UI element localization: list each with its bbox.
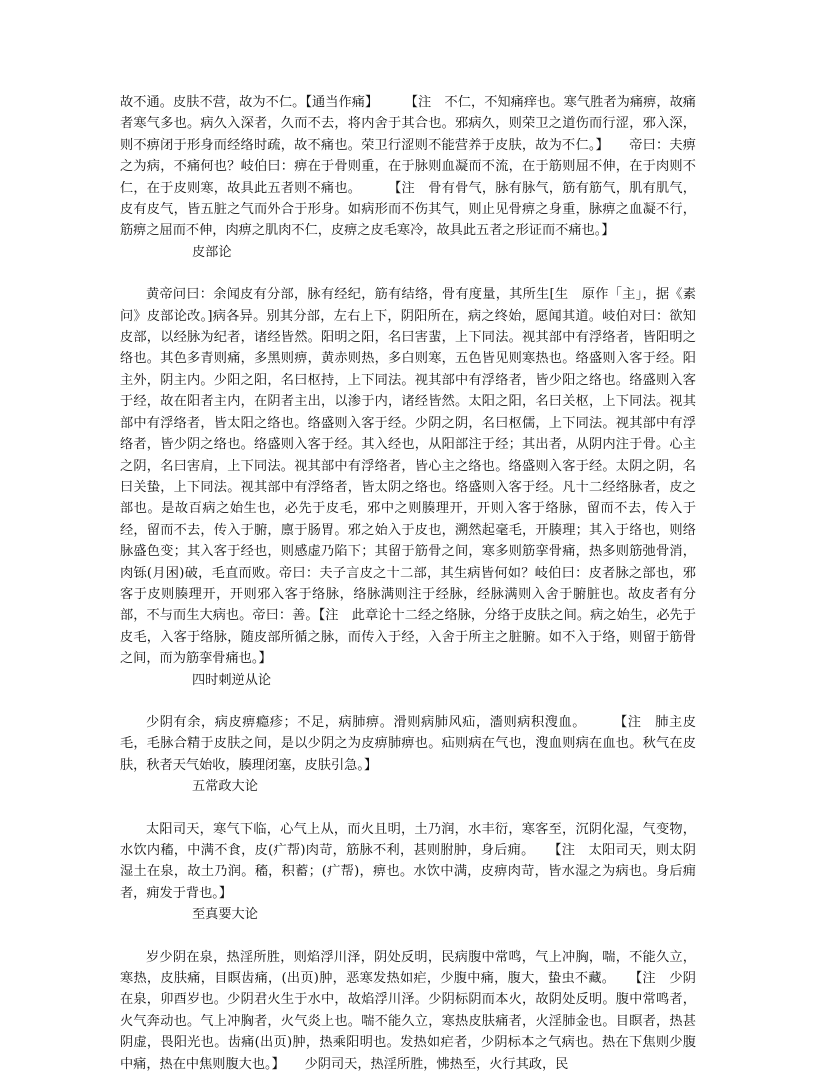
paragraph-gap — [120, 691, 696, 712]
paragraph-gap — [120, 926, 696, 947]
document-page — [120, 92, 696, 1075]
paragraph-sishi: 少阴有余，病皮痹瘾疹；不足，病肺痹。滑则病肺风疝，濇则病积溲血。 【注 肺主皮毛，毛脉合精于皮肤之间，是以少阴之为皮痹肺痹也。疝则病在气也，溲血则病在血也。秋气在皮肤，秋者天气始收，腠理闭塞，皮肤引急。】 — [120, 714, 696, 773]
paragraph-bi-notes: 故不通。皮肤不营，故为不仁。【通当作痛】 【注 不仁，不知痛痒也。寒气胜者为痛痹，故痛者寒气多也。病久入深者，久而不去，将内舍于其合也。邪病久，则荣卫之道伤而行涩，邪入深，则不痹闭于形身而经络时疏，故不痛也。荣卫行涩则不能营养于皮肤，故为不仁。】 帝曰：夫痹之为病，不痛何也？岐伯曰：痹在于骨则重，在于脉则血凝而不流，在于筋则屈不伸，在于肉则不仁，在于皮则寒，故具此五者则不痛也。 【注 骨有骨气，脉有脉气，筋有筋气，肌有肌气，皮有皮气，皆五脏之气而外合于形身。如病形而不伤其气，则止见骨痹之身重，脉痹之血凝不行，筋痹之屈而不伸，肉痹之肌肉不仁，皮痹之皮毛寒冷，故具此五者之形证而不痛也。】 — [120, 95, 696, 239]
section-heading-zhizhen: 至真要大论 — [192, 907, 258, 923]
paragraph-gap — [120, 798, 696, 819]
paragraph-pibu: 黄帝问曰：余闻皮有分部，脉有经纪，筋有结络，骨有度量，其所生[生 原作「主」，据《素问》皮部论改。]病各异。别其分部，左右上下，阴阳所在，病之终始，愿闻其道。岐伯对曰：欲知皮部，以经脉为纪者，诸经皆然。阳明之阳，名曰害蜚，上下同法。视其部中有浮络者，皆阳明之络也。其色多青则痛，多黑则痹，黄赤则热，多白则寒，五色皆见则寒热也。络盛则入客于经。阳主外，阴主内。少阳之阳，名曰枢持，上下同法。视其部中有浮络者，皆少阳之络也。络盛则入客于经，故在阳者主内，在阴者主出，以渗于内，诸经皆然。太阳之阳，名曰关枢，上下同法。视其部中有浮络者，皆太阳之络也。络盛则入客于经。少阴之阴，名曰枢儒，上下同法。视其部中有浮络者，皆少阴之络也。络盛则入客于经。其入经也，从阳部注于经；其出者，从阴内注于骨。心主之阴，名曰害肩，上下同法。视其部中有浮络者，皆心主之络也。络盛则入客于经。太阴之阴，名曰关蛰，上下同法。视其部中有浮络者，皆太阴之络也。络盛则入客于经。凡十二经络脉者，皮之部也。是故百病之始生也，必先于皮毛，邪中之则腠理开，开则入客于络脉，留而不去，传入于经，留而不去，传入于腑，廪于肠胃。邪之始入于皮也，溯然起毫毛，开腠理；其入于络也，则络脉盛色变；其入客于经也，则感虚乃陷下；其留于筋骨之间，寒多则筋挛骨痛，热多则筋弛骨消，肉铄(月困)破，毛直而败。帝曰：夫子言皮之十二部，其生病皆何如？岐伯曰：皮者脉之部也，邪客于皮则腠理开，开则邪入客于络脉，络脉满则注于经脉，经脉满则入舍于腑脏也。故皮者有分部，不与而生大病也。帝曰：善。【注 此章论十二经之络脉，分络于皮肤之间。病之始生，必先于皮毛，入客于络脉，随皮部所循之脉，而传入于经，入舍于所主之脏腑。如不入于络，则留于筋骨之间，而为筋挛骨痛也。】 — [120, 287, 696, 667]
paragraph-zhizhen: 岁少阴在泉，热淫所胜，则焰浮川泽，阴处反明，民病腹中常鸣，气上冲胸，喘，不能久立，寒热，皮肤痛，目瞑齿痛，(出页)肿，恶寒发热如疟，少腹中痛，腹大，蛰虫不藏。 【注 少阴在泉，卯酉岁也。少阴君火生于水中，故焰浮川泽。少阴标阴而本火，故阴处反明。腹中常鸣者，火气奔动也。气上冲胸者，火气炎上也。喘不能久立，寒热皮肤痛者，火淫肺金也。目瞑者，热甚阴虚，畏阳光也。齿痛(出页)肿，热乘阳明也。发热如疟者，少阴标本之气病也。热在下焦则少腹中痛，热在中焦则腹大也。】 少阴司天，热淫所胜，怫热至，火行其政，民 — [120, 949, 696, 1072]
section-heading-sishi: 四时刺逆从论 — [192, 672, 272, 688]
paragraph-wuchang: 太阳司天，寒气下临，心气上从，而火且明，土乃润，水丰衍，寒客至，沉阴化湿，气变物，水饮内稸，中满不食，皮(疒帮)肉苛，筋脉不利，甚则胕肿，身后痈。 【注 太阳司天，则太阴湿土在泉，故土乃润。稸，积蓄；(疒帮)，痹也。水饮中满，皮痹肉苛，皆水湿之为病也。身后痈者，痈发于背也。】 — [120, 821, 696, 901]
paragraph-gap — [120, 263, 696, 284]
section-heading-wuchang: 五常政大论 — [192, 779, 258, 795]
section-heading-pibu: 皮部论 — [192, 244, 232, 260]
